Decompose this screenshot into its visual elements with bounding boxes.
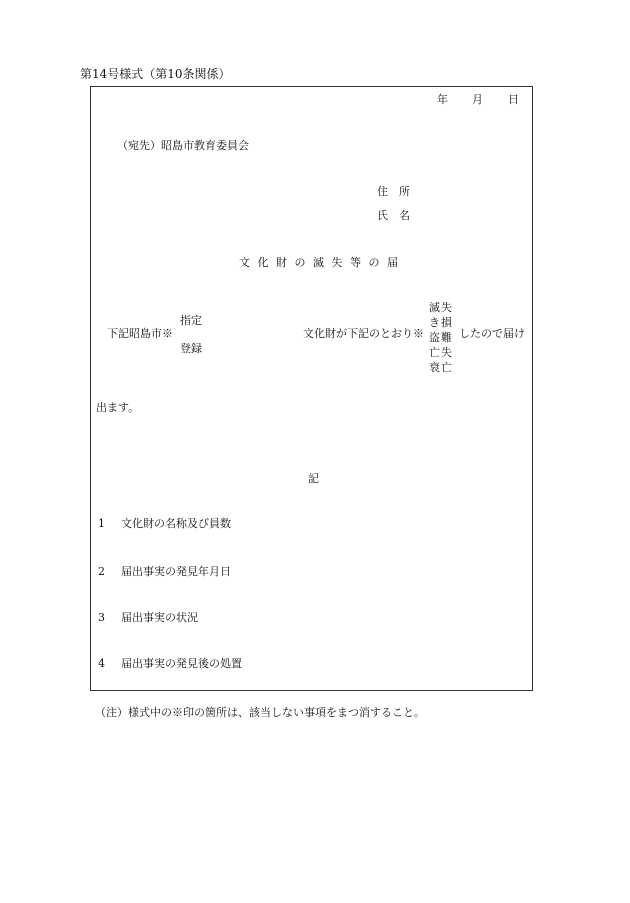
item-label: 届出事実の状況 bbox=[121, 611, 198, 624]
event-char: き bbox=[429, 316, 440, 329]
statement-suffix: したので届け bbox=[459, 327, 525, 340]
item-number: 1 bbox=[98, 517, 105, 530]
statement-continuation: 出ます。 bbox=[96, 401, 140, 414]
name-label: 氏 名 bbox=[377, 209, 410, 222]
event-options-col2 bbox=[441, 300, 452, 375]
notification-form-frame bbox=[90, 86, 533, 691]
address-label: 住 所 bbox=[377, 185, 410, 198]
event-char: 難 bbox=[441, 331, 452, 344]
ki-heading: 記 bbox=[308, 472, 319, 485]
statement-prefix: 下記昭島市※ bbox=[107, 327, 173, 340]
item-label: 届出事実の発見年月日 bbox=[121, 565, 231, 578]
event-char: 失 bbox=[441, 301, 452, 314]
date-day-label: 日 bbox=[508, 93, 519, 106]
event-char: 滅 bbox=[429, 301, 440, 314]
event-char: 盗 bbox=[429, 331, 440, 344]
document-title: 文 化 財 の 滅 失 等 の 届 bbox=[239, 256, 400, 269]
event-options-col1 bbox=[429, 300, 440, 375]
date-month-label: 月 bbox=[472, 93, 483, 106]
form-number-label: 第14号様式（第10条関係） bbox=[80, 67, 231, 81]
item-label: 届出事実の発見後の処置 bbox=[121, 657, 242, 670]
event-char: 衰 bbox=[429, 361, 440, 374]
event-char: 失 bbox=[441, 346, 452, 359]
designation-options bbox=[180, 313, 202, 356]
item-number: 2 bbox=[98, 565, 105, 578]
date-year-label: 年 bbox=[437, 93, 448, 106]
statement-middle: 文化財が下記のとおり※ bbox=[303, 327, 424, 340]
designation-option-shitei: 指定 bbox=[180, 314, 202, 327]
item-number: 4 bbox=[98, 657, 105, 670]
addressee: （宛先）昭島市教育委員会 bbox=[117, 139, 249, 152]
item-label: 文化財の名称及び員数 bbox=[121, 517, 231, 530]
designation-option-toroku: 登録 bbox=[180, 342, 202, 355]
event-char: 亡 bbox=[429, 346, 440, 359]
event-char: 損 bbox=[441, 316, 452, 329]
item-number: 3 bbox=[98, 611, 105, 624]
footnote: （注）様式中の※印の箇所は、該当しない事項をまつ消すること。 bbox=[95, 706, 425, 719]
event-char: 亡 bbox=[441, 361, 452, 374]
